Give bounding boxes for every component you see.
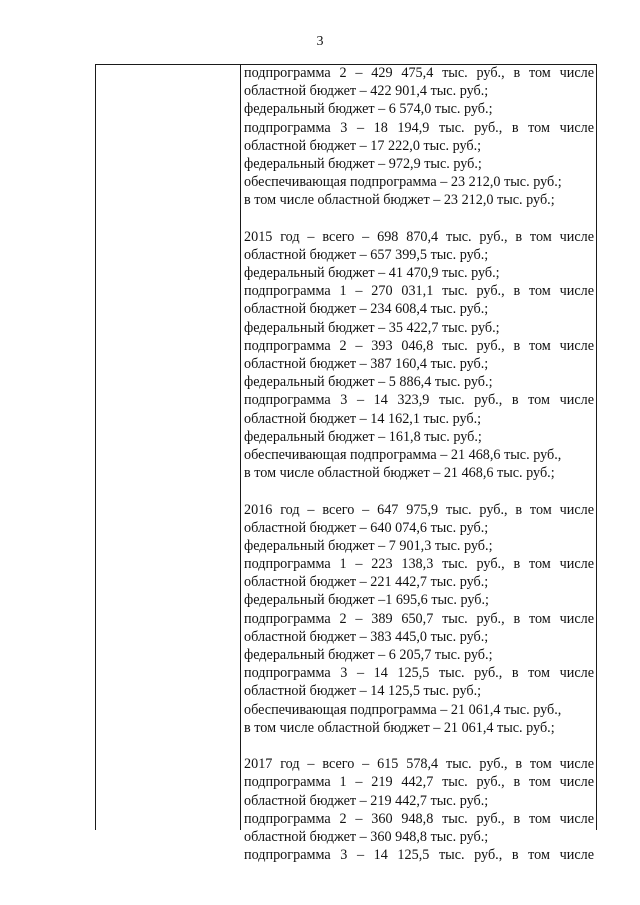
text-line: подпрограмма 2 – 429 475,4 тыс. руб., в том числе [244,65,594,81]
text-line: федеральный бюджет – 972,9 тыс. руб.; [244,155,482,172]
text-line: областной бюджет – 640 074,6 тыс. руб.; [244,519,489,536]
text-line: 2017 год – всего – 615 578,4 тыс. руб., в том числе [244,756,594,773]
funding-text-cell [244,64,594,864]
text-line: подпрограмма 3 – 14 323,9 тыс. руб., в том числе [244,392,594,409]
page-number: 3 [316,34,324,49]
text-line: обеспечивающая подпрограмма – 21 061,4 тыс. руб., [244,701,562,718]
column-divider [240,64,241,830]
block-spacer [244,737,594,755]
text-line: областной бюджет – 360 948,8 тыс. руб.; [244,828,489,845]
text-line: областной бюджет – 234 608,4 тыс. руб.; [244,301,489,318]
text-line: областной бюджет – 422 901,4 тыс. руб.; [244,83,489,100]
text-line: федеральный бюджет – 41 470,9 тыс. руб.; [244,265,500,282]
text-line: подпрограмма 3 – 14 125,5 тыс. руб., в том числе [244,665,594,682]
text-line: федеральный бюджет –1 695,6 тыс. руб.; [244,592,489,609]
text-line: областной бюджет – 387 160,4 тыс. руб.; [244,356,489,372]
text-line: областной бюджет – 219 442,7 тыс. руб.; [244,792,489,809]
text-line: федеральный бюджет – 161,8 тыс. руб.; [244,428,482,445]
text-line: областной бюджет – 14 162,1 тыс. руб.; [244,410,482,427]
text-line: обеспечивающая подпрограмма – 23 212,0 тыс. руб.; [244,174,562,191]
text-line: подпрограмма 3 – 18 194,9 тыс. руб., в том числе [244,119,594,136]
text-line: федеральный бюджет – 7 901,3 тыс. руб.; [244,537,493,554]
text-line: областной бюджет – 17 222,0 тыс. руб.; [244,137,482,154]
text-line: 2016 год – всего – 647 975,9 тыс. руб., в том числе [244,501,594,518]
text-line: областной бюджет – 14 125,5 тыс. руб.; [244,683,482,700]
text-line: в том числе областной бюджет – 23 212,0 тыс. руб.; [244,192,555,209]
block-spacer [244,210,594,228]
text-line: подпрограмма 2 – 360 948,8 тыс. руб., в том числе [244,810,594,827]
text-line: в том числе областной бюджет – 21 061,4 тыс. руб.; [244,719,555,736]
block-spacer [244,482,594,500]
text-line: федеральный бюджет – 6 205,7 тыс. руб.; [244,647,493,663]
text-line: подпрограмма 1 – 219 442,7 тыс. руб., в том числе [244,774,594,791]
text-line: обеспечивающая подпрограмма – 21 468,6 тыс. руб., [244,446,562,463]
text-line: подпрограмма 3 – 14 125,5 тыс. руб., в том числе [244,847,594,864]
text-line: федеральный бюджет – 35 422,7 тыс. руб.; [244,319,500,336]
text-line: подпрограмма 1 – 270 031,1 тыс. руб., в том числе [244,283,594,300]
text-line: областной бюджет – 383 445,0 тыс. руб.; [244,628,489,645]
text-line: областной бюджет – 221 442,7 тыс. руб.; [244,574,489,591]
text-line: в том числе областной бюджет – 21 468,6 тыс. руб.; [244,465,555,482]
text-line: федеральный бюджет – 6 574,0 тыс. руб.; [244,101,493,118]
text-line: федеральный бюджет – 5 886,4 тыс. руб.; [244,374,493,391]
text-line: областной бюджет – 657 399,5 тыс. руб.; [244,246,489,263]
text-line: подпрограмма 2 – 393 046,8 тыс. руб., в том числе [244,337,594,354]
text-line: подпрограмма 1 – 223 138,3 тыс. руб., в том числе [244,556,594,573]
text-line: подпрограмма 2 – 389 650,7 тыс. руб., в том числе [244,610,594,627]
text-line: 2015 год – всего – 698 870,4 тыс. руб., в том числе [244,228,594,245]
